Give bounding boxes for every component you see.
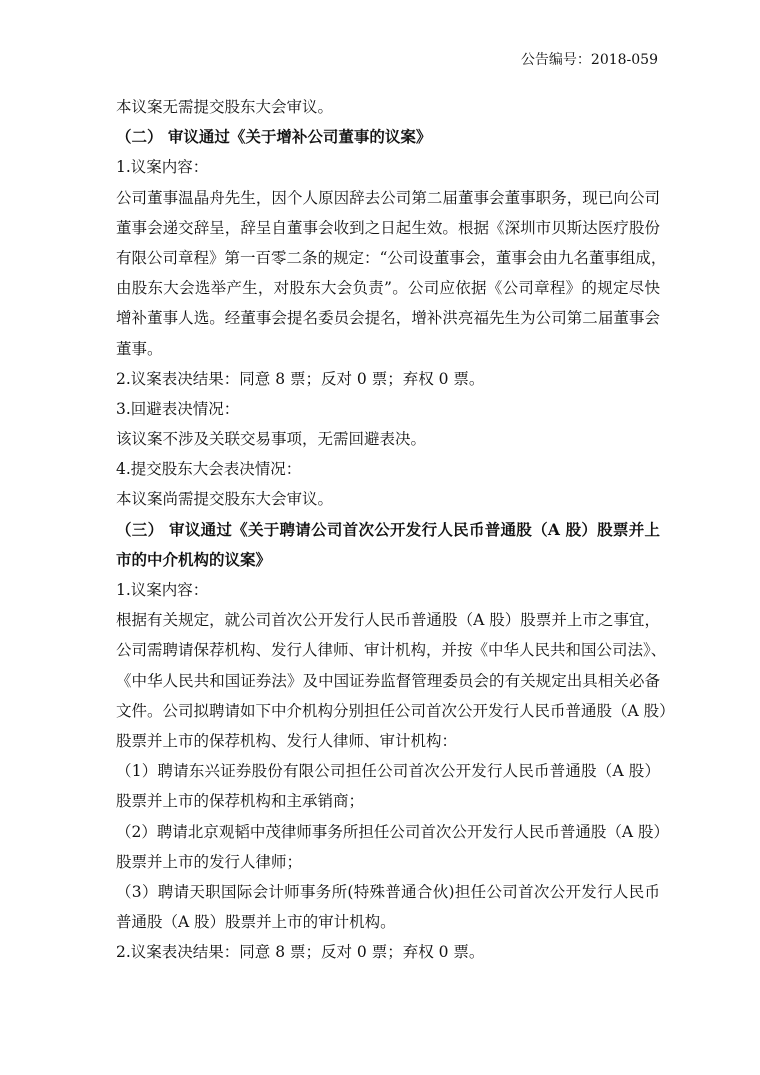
list-item-line: （2）聘请北京观韬中茂律师事务所担任公司首次公开发行人民币普通股（A 股） [116,822,669,841]
text-line: 2.议案表决结果：同意 8 票；反对 0 票；弃权 0 票。 [116,943,485,962]
text-line: 2.议案表决结果：同意 8 票；反对 0 票；弃权 0 票。 [116,369,485,388]
list-item-line: （1）聘请东兴证券股份有限公司担任公司首次公开发行人民币普通股（A 股） [116,762,660,781]
section-heading: （三） 审议通过《关于聘请公司首次公开发行人民币普通股（A 股）股票并上 [116,519,660,539]
section-heading-continued: 市的中介机构的议案》 [116,549,272,569]
text-line: 公司需聘请保荐机构、发行人律师、审计机构，并按《中华人民共和国公司法》、 [116,641,667,660]
text-line: 该议案不涉及关联交易事项，无需回避表决。 [116,430,427,449]
text-line: 4.提交股东大会表决情况： [116,460,302,479]
text-line: 本议案无需提交股东大会审议。 [116,98,334,116]
text-line: 董事。 [116,339,163,358]
text-line: 本议案尚需提交股东大会审议。 [116,490,334,509]
list-item-line: 股票并上市的保荐机构和主承销商； [116,792,365,811]
text-line: 3.回避表决情况： [116,399,240,418]
list-item-line: （3）聘请天职国际会计师事务所(特殊普通合伙)担任公司首次公开发行人民币 [116,882,660,901]
list-item-line: 股票并上市的发行人律师； [116,852,303,871]
text-line: 增补董事人选。经董事会提名委员会提名，增补洪亮福先生为公司第二届董事会 [116,309,660,328]
text-line: 股票并上市的保荐机构、发行人律师、审计机构： [116,731,458,750]
list-item-line: 普通股（A 股）股票并上市的审计机构。 [116,913,396,932]
section-heading: （二） 审议通过《关于增补公司董事的议案》 [116,127,432,147]
text-line: 文件。公司拟聘请如下中介机构分别担任公司首次公开发行人民币普通股（A 股） [116,701,675,720]
text-line: 公司董事温晶舟先生，因个人原因辞去公司第二届董事会董事职务，现已向公司 [116,188,660,207]
announcement-number: 公告编号：2018-059 [520,52,658,68]
text-line: 1.议案内容： [116,158,209,177]
text-line: 有限公司章程》第一百零二条的规定：“公司设董事会，董事会由九名董事组成， [116,248,667,267]
text-line: 《中华人民共和国证券法》及中国证券监督管理委员会的有关规定出具相关必备 [116,671,660,690]
text-line: 根据有关规定，就公司首次公开发行人民币普通股（A 股）股票并上市之事宜， [116,611,660,630]
text-line: 1.议案内容： [116,581,209,599]
document-body [116,92,675,967]
text-line: 董事会递交辞呈，辞呈自董事会收到之日起生效。根据《深圳市贝斯达医疗股份 [116,218,660,237]
text-line: 由股东大会选举产生，对股东大会负责”。公司应依据《公司章程》的规定尽快 [116,279,660,298]
